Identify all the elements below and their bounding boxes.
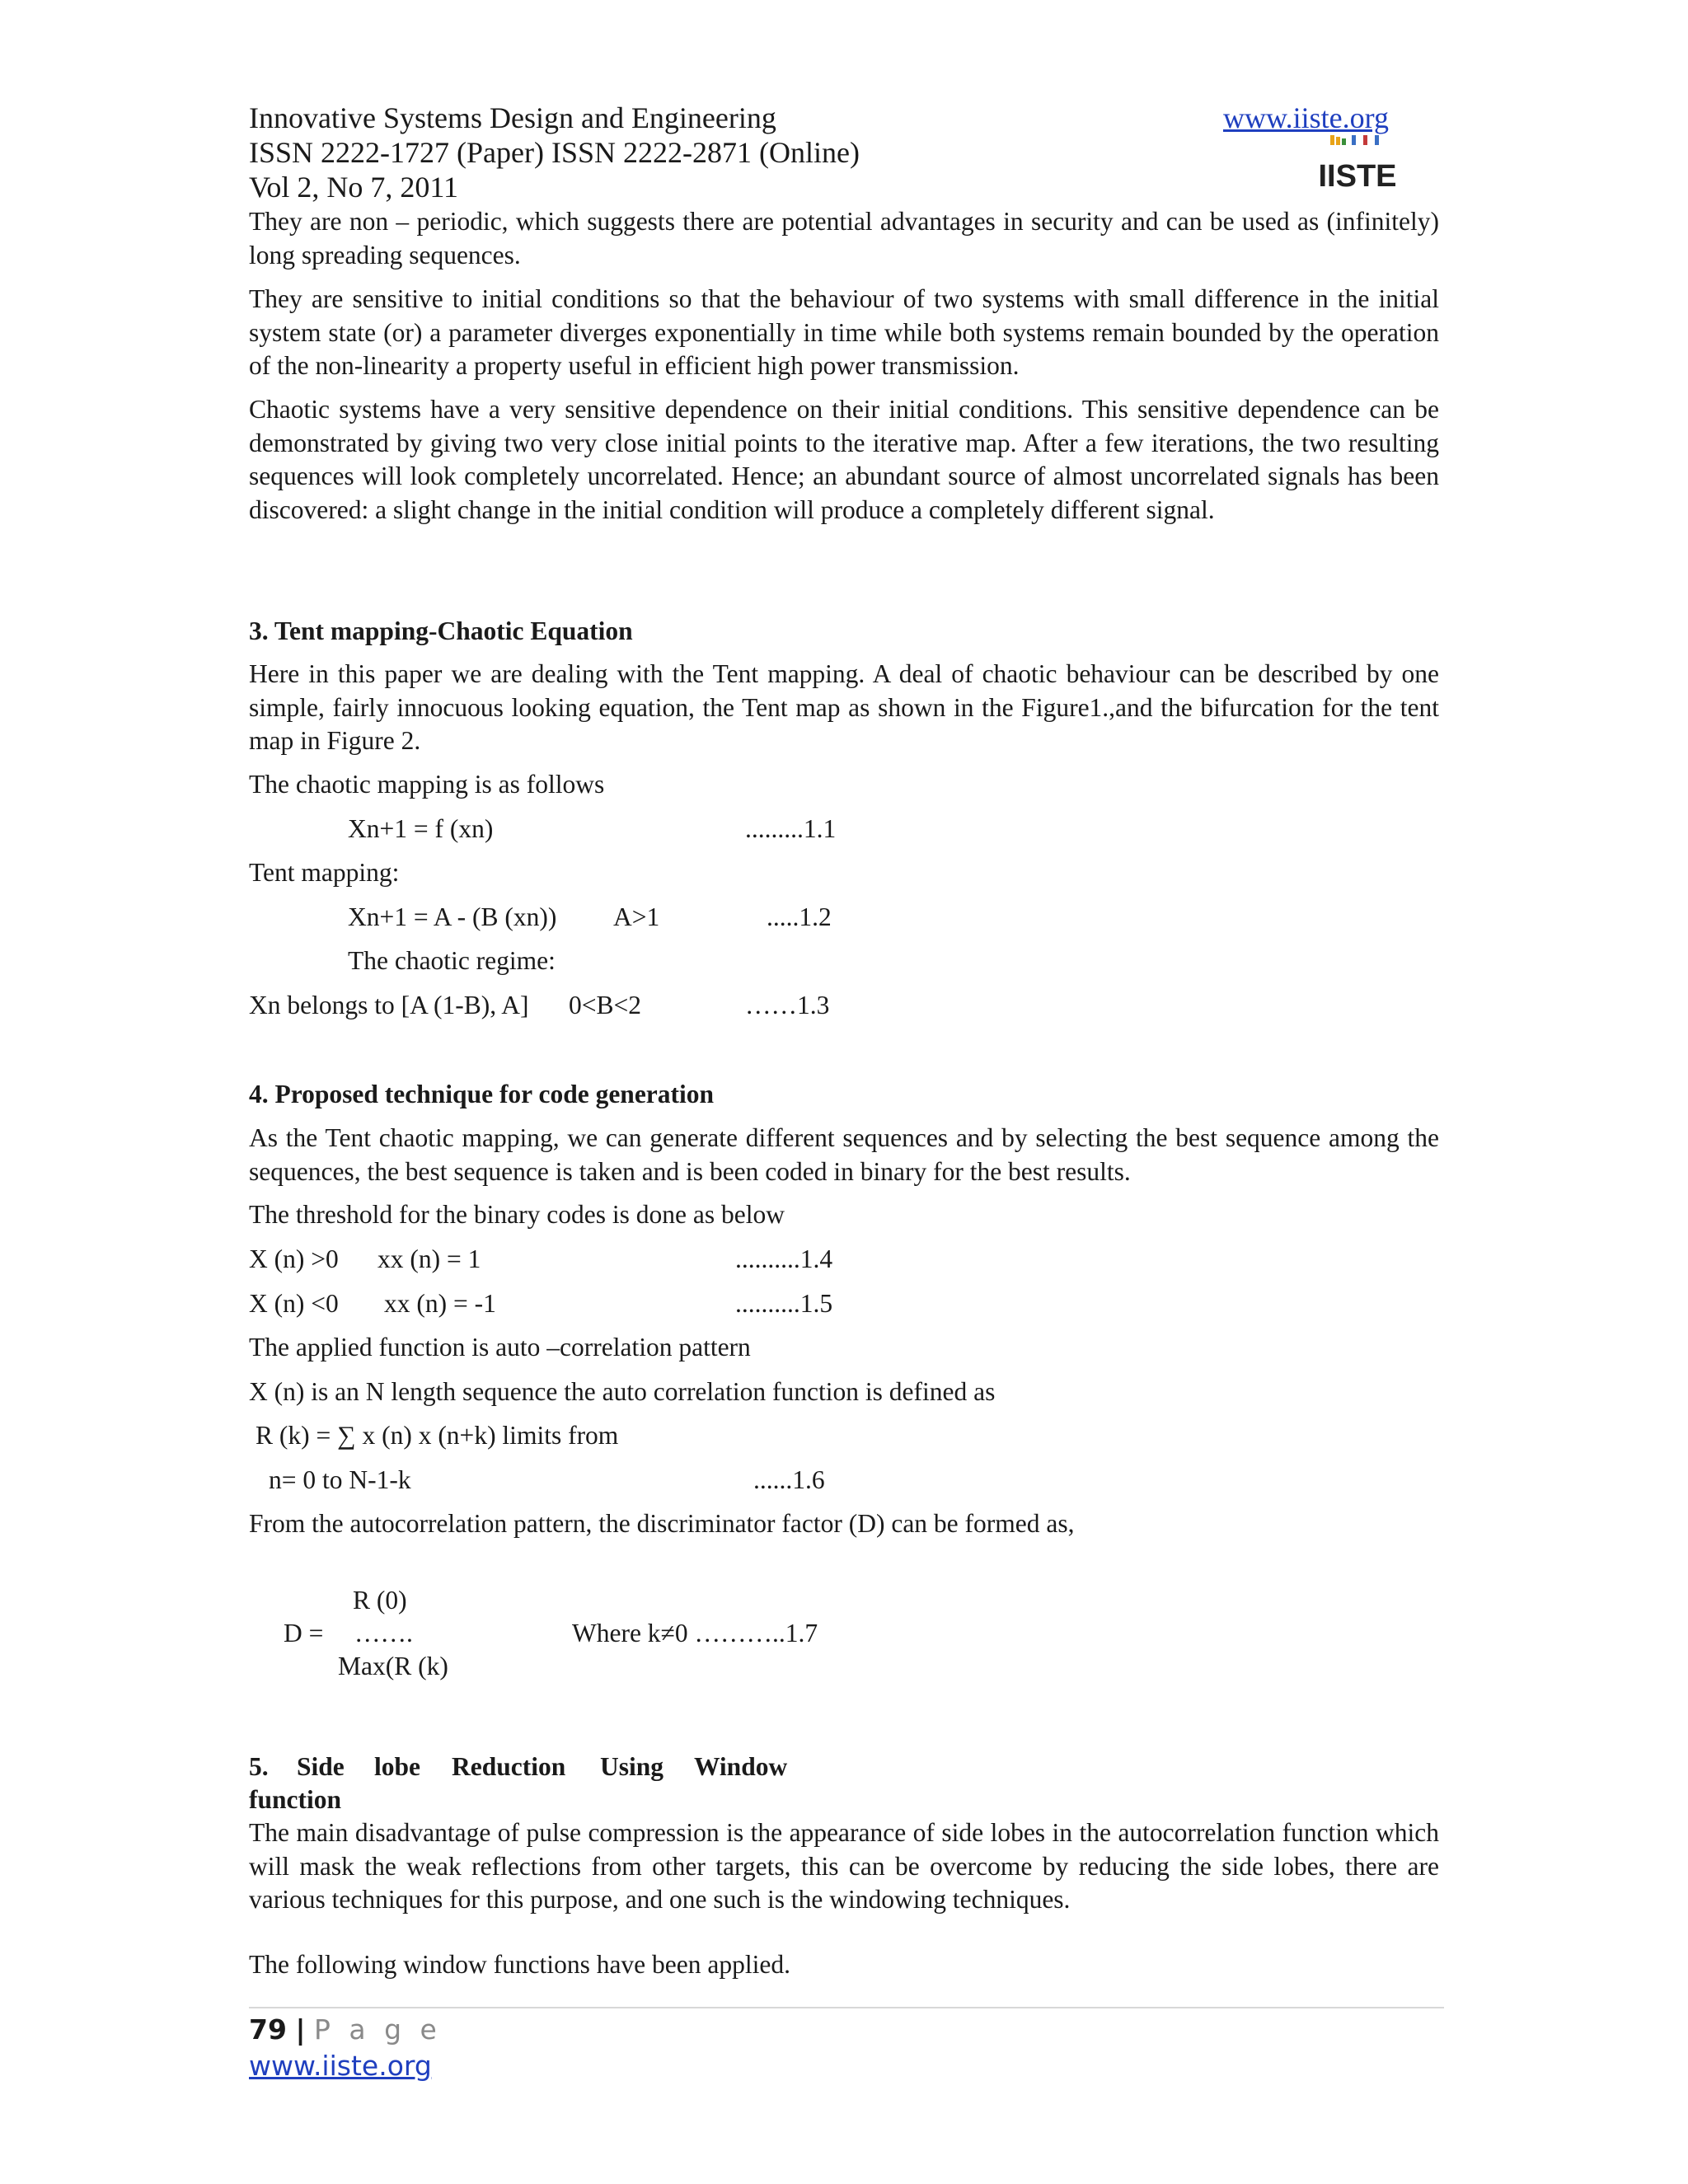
- heading-word-4: Reduction: [452, 1752, 566, 1781]
- page-label: P a g e: [314, 2013, 442, 2046]
- equation-1-7-where: Where k≠0 ………..1.7: [572, 1619, 818, 1647]
- section-4-intro: As the Tent chaotic mapping, we can generate different sequences and by selecting the best sequence among the sequences, the best sequence is taken and is been coded in binary for the best results.: [249, 1123, 1439, 1186]
- window-functions-text: The following window functions have been applied.: [249, 1950, 790, 1979]
- page-number: 79: [249, 2013, 287, 2046]
- header-url-link[interactable]: www.iiste.org: [1223, 101, 1389, 134]
- section-5-heading-line-2: function: [249, 1785, 342, 1814]
- paragraph-non-periodic: They are non – periodic, which suggests there are potential advantages in security and can be used as (infinitely) long spreading sequences.: [249, 207, 1439, 269]
- logo-bar-5: [1363, 135, 1367, 145]
- heading-word-2: Side: [297, 1752, 345, 1781]
- heading-word-1: 5.: [249, 1752, 269, 1781]
- equation-1-1-number: .........1.1: [745, 814, 837, 843]
- equation-1-1: Xn+1 = f (xn): [348, 814, 494, 843]
- equation-1-3: Xn belongs to [A (1-B), A]: [249, 991, 529, 1019]
- iiste-logo: [1318, 134, 1397, 194]
- discriminator-fraction-dots: …….: [354, 1619, 413, 1647]
- equation-1-3-number: ……1.3: [745, 991, 830, 1019]
- equation-1-2-condition: A>1: [613, 902, 660, 931]
- journal-title: Innovative Systems Design and Engineering: [249, 101, 776, 134]
- equation-1-5-rhs: xx (n) = -1: [384, 1289, 496, 1318]
- logo-bar-6: [1375, 135, 1379, 145]
- logo-text: IISTE: [1318, 159, 1397, 194]
- equation-1-5-lhs: X (n) <0: [249, 1289, 339, 1318]
- journal-issn: ISSN 2222-1727 (Paper) ISSN 2222-2871 (Online): [249, 136, 860, 169]
- equation-1-6-part-a: R (k) = ∑ x (n) x (n+k) limits from: [256, 1421, 619, 1450]
- autocorrelation-defined: X (n) is an N length sequence the auto correlation function is defined as: [249, 1377, 996, 1406]
- equation-1-3-condition: 0<B<2: [569, 991, 642, 1019]
- equation-1-4-rhs: xx (n) = 1: [377, 1244, 481, 1273]
- footer-page-number: [249, 2013, 442, 2047]
- chaotic-mapping-label: The chaotic mapping is as follows: [249, 770, 605, 799]
- logo-bar-2: [1336, 137, 1340, 145]
- section-5-intro: The main disadvantage of pulse compression is the appearance of side lobes in the autocorrelation function which will mask the weak reflections from other targets, this can be overcome by reducing the side lobes, there are various techniques for this purpose, and one such is the windowing techniques.: [249, 1818, 1439, 1914]
- page-separator: |: [295, 2013, 306, 2046]
- logo-bar-4: [1352, 135, 1356, 145]
- equation-1-6-part-b: n= 0 to N-1-k: [269, 1465, 411, 1494]
- equation-1-4-lhs: X (n) >0: [249, 1244, 339, 1273]
- equation-1-2: Xn+1 = A - (B (xn)): [348, 902, 557, 931]
- equation-1-5-number: ..........1.5: [735, 1289, 833, 1318]
- equation-1-6-number: ......1.6: [753, 1465, 825, 1494]
- section-3-intro: Here in this paper we are dealing with the Tent mapping. A deal of chaotic behaviour can be described by one simple, fairly innocuous looking equation, the Tent map as shown in the Figure1.,and the bifurcation for the tent map in Figure 2.: [249, 659, 1439, 755]
- equation-1-4-number: ..........1.4: [735, 1244, 833, 1273]
- footer-divider: [249, 2007, 1444, 2008]
- section-3-heading: 3. Tent mapping-Chaotic Equation: [249, 616, 633, 645]
- tent-mapping-label: Tent mapping:: [249, 858, 400, 887]
- autocorrelation-applied: The applied function is auto –correlation pattern: [249, 1333, 751, 1361]
- discriminator-text: From the autocorrelation pattern, the discriminator factor (D) can be formed as,: [249, 1509, 1075, 1538]
- logo-bar-1: [1330, 135, 1334, 145]
- heading-word-3: lobe: [374, 1752, 421, 1781]
- journal-volume: Vol 2, No 7, 2011: [249, 171, 459, 204]
- heading-word-6: Window: [694, 1752, 788, 1781]
- paragraph-initial-conditions: They are sensitive to initial conditions so that the behaviour of two systems with small difference in the initial system state (or) a parameter diverges exponentially in time while both systems remain bounded by the operation of the non-linearity a property useful in efficient high power transmission.: [249, 284, 1439, 380]
- chaotic-regime-label: The chaotic regime:: [348, 946, 556, 975]
- discriminator-lhs: D =: [284, 1619, 324, 1647]
- discriminator-denominator: Max(R (k): [338, 1652, 448, 1680]
- equation-1-2-number: .....1.2: [767, 902, 832, 931]
- logo-bar-3: [1342, 138, 1346, 145]
- heading-word-5: Using: [600, 1752, 664, 1781]
- discriminator-numerator: R (0): [353, 1586, 407, 1615]
- footer-url-link[interactable]: www.iiste.org: [249, 2050, 432, 2082]
- paragraph-sensitive-dependence: Chaotic systems have a very sensitive dependence on their initial conditions. This sensitive dependence can be demonstrated by giving two very close initial points to the iterative map. After a few iterations, the two resulting sequences will look completely uncorrelated. Hence; an abundant source of almost uncorrelated signals has been discovered: a slight change in the initial condition will produce a completely different signal.: [249, 395, 1439, 524]
- section-4-heading: 4. Proposed technique for code generation: [249, 1080, 715, 1108]
- threshold-label: The threshold for the binary codes is done as below: [249, 1200, 785, 1229]
